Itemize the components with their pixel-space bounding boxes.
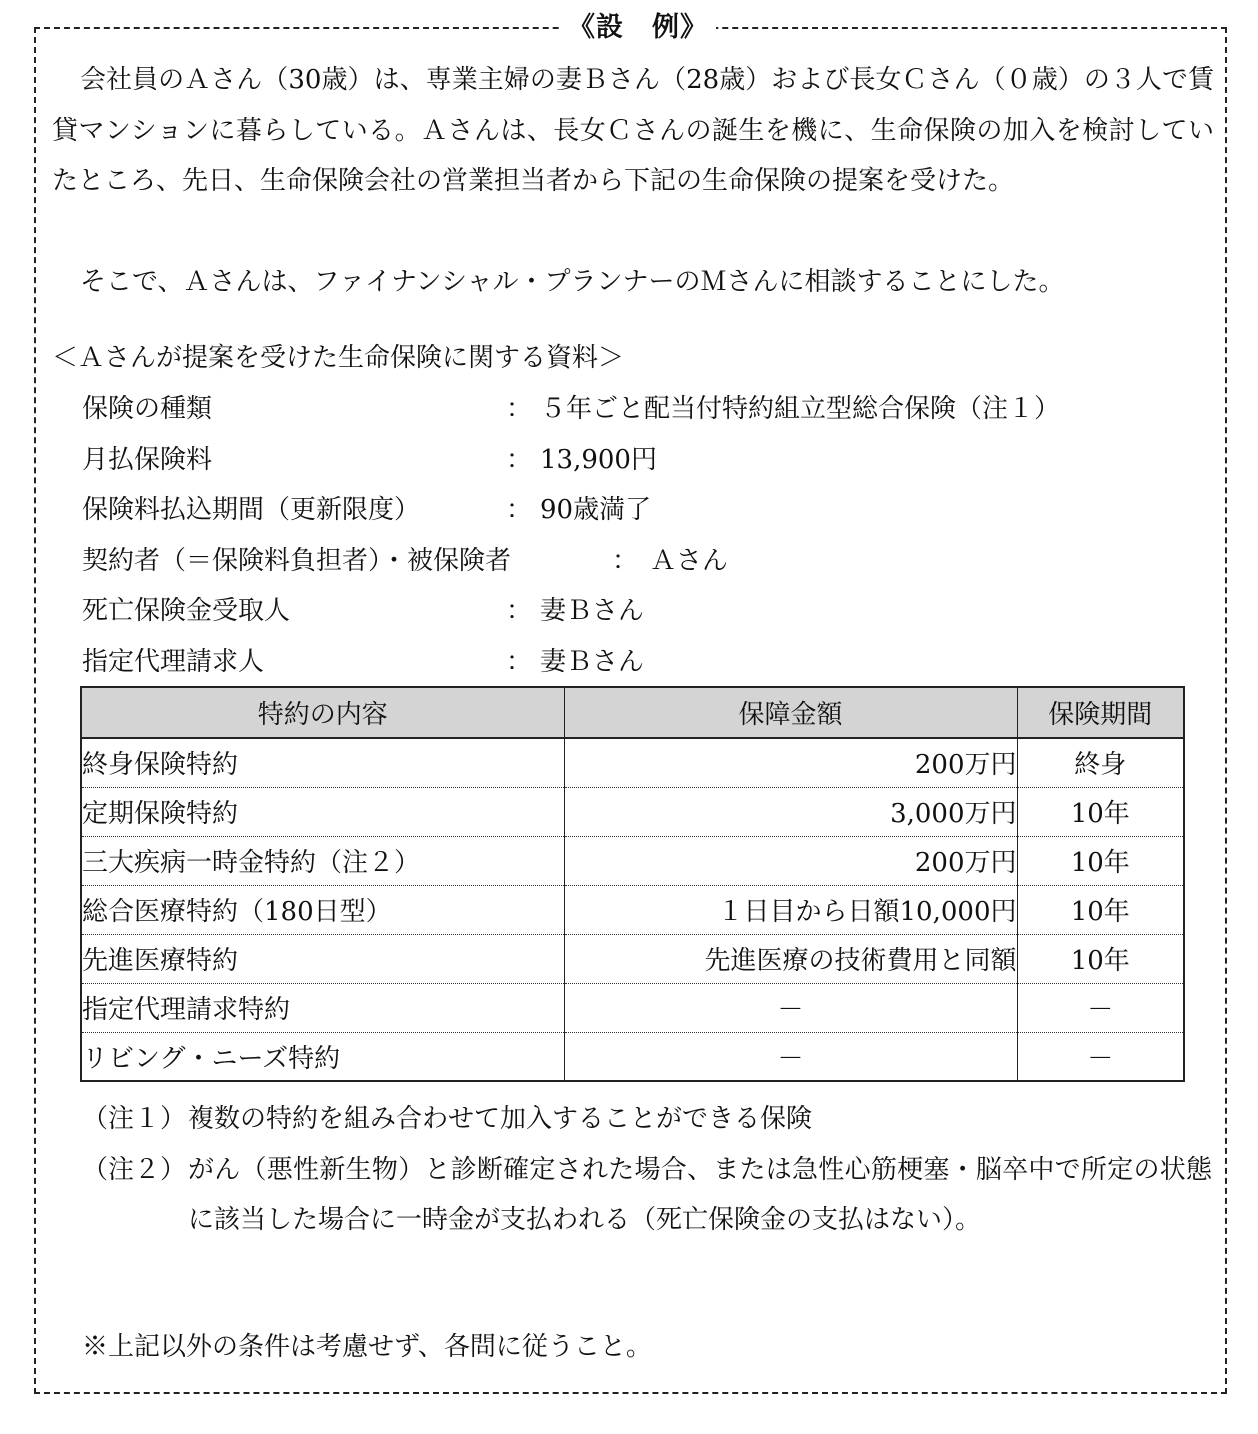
intro-paragraph-2: そこで、Ａさんは、ファイナンシャル・プランナーのＭさんに相談することにした。 [80, 267, 1065, 297]
table-row [81, 836, 1184, 885]
rider-amount: 先進医療の技術費用と同額 [564, 934, 1017, 983]
detail-label: 保険料払込期間（更新限度） [82, 495, 421, 525]
detail-value: ５年ごと配当付特約組立型総合保険（注１） [540, 394, 1061, 424]
note-2 [82, 1145, 1212, 1246]
header-period: 保険期間 [1017, 687, 1184, 738]
materials-heading: ＜Ａさんが提案を受けた生命保険に関する資料＞ [52, 343, 625, 373]
note-text: がん（悪性新生物）と診断確定された場合、または急性心筋梗塞・脳卒中で所定の状態に該当した場合に一時金が支払われる（死亡保険金の支払はない）。 [188, 1154, 1212, 1235]
rider-name: 総合医療特約（180日型） [81, 885, 564, 934]
riders-table [80, 686, 1185, 1082]
detail-value: 13,900円 [540, 444, 657, 475]
rider-period: 10年 [1017, 836, 1184, 885]
rider-period: 10年 [1017, 885, 1184, 934]
rider-name: 先進医療特約 [81, 934, 564, 983]
detail-value: 90歳満了 [540, 495, 652, 525]
table-row [81, 934, 1184, 983]
rider-period: 10年 [1017, 787, 1184, 836]
detail-colon: ： [506, 596, 533, 626]
detail-colon: ： [506, 444, 533, 475]
intro-paragraph-1: 会社員のＡさん（30歳）は、専業主婦の妻Ｂさん（28歳）および長女Ｃさん（０歳）の３人で賃貸マンションに暮らしている。Ａさんは、長女Ｃさんの誕生を機に、生命保険の加入を検討していたところ、先日、生命保険会社の営業担当者から下記の生命保険の提案を受けた。 [52, 65, 1214, 196]
detail-label: 月払保険料 [82, 444, 213, 475]
rider-name: 三大疾病一時金特約（注２） [81, 836, 564, 885]
rider-name: 終身保険特約 [81, 738, 564, 787]
header-amount: 保障金額 [564, 687, 1017, 738]
rider-name: 指定代理請求特約 [81, 983, 564, 1032]
detail-colon: ： [612, 545, 639, 576]
rider-period: － [1017, 983, 1184, 1032]
detail-label: 死亡保険金受取人 [82, 596, 291, 626]
rider-amount: 3,000万円 [564, 787, 1017, 836]
table-row [81, 738, 1184, 787]
table-row [81, 885, 1184, 934]
table-row [81, 983, 1184, 1032]
footer-note: ※上記以外の条件は考慮せず、各問に従うこと。 [82, 1332, 652, 1362]
note-1 [82, 1094, 1212, 1145]
detail-value: 妻Ｂさん [540, 596, 645, 626]
rider-period: 終身 [1017, 738, 1184, 787]
note-text: 複数の特約を組み合わせて加入することができる保険 [188, 1104, 813, 1134]
detail-colon: ： [506, 495, 533, 525]
rider-amount: １日目から日額10,000円 [564, 885, 1017, 934]
table-header-row [81, 687, 1184, 738]
detail-label: 指定代理請求人 [82, 646, 265, 677]
rider-amount: － [564, 1032, 1017, 1081]
rider-period: － [1017, 1032, 1184, 1081]
rider-name: リビング・ニーズ特約 [81, 1032, 564, 1081]
note-tag: （注２） [82, 1154, 187, 1185]
header-rider: 特約の内容 [81, 687, 564, 738]
detail-colon: ： [506, 646, 533, 677]
rider-amount: 200万円 [564, 738, 1017, 787]
detail-value: Ａさん [650, 545, 729, 576]
rider-period: 10年 [1017, 934, 1184, 983]
detail-label: 契約者（＝保険料負担者）・被保険者 [82, 545, 512, 576]
table-row [81, 1032, 1184, 1081]
case-title: 《設 例》 [560, 10, 716, 46]
notes [82, 1094, 1212, 1246]
detail-label: 保険の種類 [82, 394, 213, 424]
rider-amount: － [564, 983, 1017, 1032]
detail-value: 妻Ｂさん [540, 646, 645, 677]
detail-colon: ： [506, 394, 533, 424]
table-row [81, 787, 1184, 836]
rider-name: 定期保険特約 [81, 787, 564, 836]
rider-amount: 200万円 [564, 836, 1017, 885]
note-tag: （注１） [82, 1104, 187, 1134]
